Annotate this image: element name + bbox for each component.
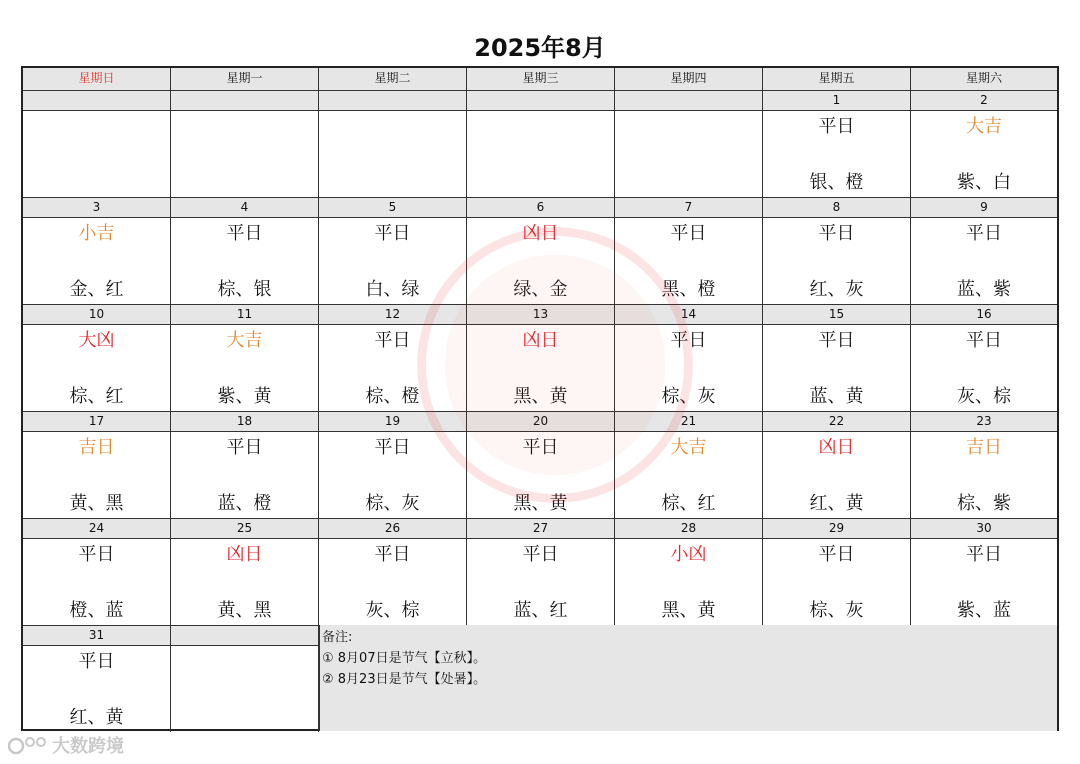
date-number-row — [23, 197, 1057, 218]
day-colors: 黑、黄 — [513, 493, 568, 514]
day-cell[interactable] — [319, 111, 467, 197]
day-cell[interactable] — [763, 218, 911, 304]
weekday-thursday: 星期四 — [615, 68, 763, 90]
date-number: 21 — [615, 412, 763, 431]
date-number: 25 — [171, 519, 319, 538]
day-colors: 棕、灰 — [661, 386, 716, 407]
day-luck: 吉日 — [78, 437, 115, 458]
day-cell[interactable] — [911, 111, 1057, 197]
day-cell[interactable] — [763, 111, 911, 197]
day-luck: 平日 — [374, 437, 411, 458]
day-cell[interactable] — [171, 539, 319, 625]
day-luck: 平日 — [78, 651, 115, 672]
date-number: 22 — [763, 412, 911, 431]
day-colors: 棕、灰 — [809, 600, 864, 621]
date-number: 31 — [23, 626, 171, 645]
weekday-saturday: 星期六 — [965, 71, 1002, 85]
day-luck: 吉日 — [966, 437, 1002, 458]
date-number: 28 — [615, 519, 763, 538]
day-colors: 橙、蓝 — [69, 600, 124, 621]
day-colors: 黄、黑 — [69, 493, 124, 514]
date-number — [615, 91, 763, 110]
calendar-title: 2025年8月 — [474, 34, 606, 62]
day-luck: 平日 — [226, 223, 263, 244]
day-colors: 银、橙 — [809, 172, 864, 193]
day-luck: 平日 — [818, 116, 855, 137]
date-number — [467, 91, 615, 110]
date-number-row — [23, 518, 1057, 539]
day-colors: 灰、棕 — [365, 600, 420, 621]
day-colors: 紫、白 — [957, 172, 1011, 193]
day-colors: 紫、蓝 — [957, 600, 1011, 621]
day-cell[interactable] — [23, 325, 171, 411]
date-number: 26 — [319, 519, 467, 538]
date-number: 17 — [23, 412, 171, 431]
weekday-monday: 星期一 — [171, 68, 319, 90]
day-colors: 红、灰 — [809, 279, 864, 300]
weekday-header — [23, 68, 1057, 91]
day-luck: 凶日 — [522, 330, 559, 351]
day-cell[interactable] — [467, 111, 615, 197]
date-number: 30 — [976, 521, 992, 535]
day-luck: 平日 — [78, 544, 115, 565]
seal-watermark-icon — [410, 220, 700, 510]
day-luck: 凶日 — [226, 544, 263, 565]
day-luck: 小吉 — [78, 223, 115, 244]
date-number: 12 — [319, 305, 467, 324]
day-colors: 白、绿 — [365, 279, 420, 300]
day-cell[interactable] — [615, 111, 763, 197]
day-luck: 平日 — [226, 437, 263, 458]
day-cell[interactable] — [763, 539, 911, 625]
day-cell[interactable] — [319, 539, 467, 625]
day-colors: 蓝、橙 — [217, 493, 272, 514]
day-luck: 平日 — [670, 330, 707, 351]
day-colors: 棕、红 — [661, 493, 716, 514]
day-cell[interactable] — [911, 432, 1057, 518]
date-number: 11 — [171, 305, 319, 324]
weekday-friday: 星期五 — [763, 68, 911, 90]
day-cell[interactable] — [171, 111, 319, 197]
day-colors: 黑、黄 — [661, 600, 716, 621]
day-cell[interactable] — [23, 539, 171, 625]
brand-name: 大数跨境 — [52, 736, 124, 757]
date-number: 16 — [976, 307, 992, 321]
date-number: 24 — [23, 519, 171, 538]
date-number: 29 — [763, 519, 911, 538]
date-number: 7 — [615, 198, 763, 217]
brand-logo — [8, 732, 124, 758]
note-line: ② 8月23日是节气【处暑】。 — [322, 672, 487, 687]
date-number — [171, 91, 319, 110]
date-number — [319, 91, 467, 110]
day-luck: 平日 — [966, 330, 1002, 351]
day-colors: 黑、黄 — [513, 386, 568, 407]
day-cell[interactable] — [911, 539, 1057, 625]
date-number — [23, 91, 171, 110]
day-colors: 紫、黄 — [217, 386, 272, 407]
day-cell[interactable] — [763, 325, 911, 411]
date-number: 27 — [467, 519, 615, 538]
day-luck: 小凶 — [670, 544, 707, 565]
day-colors: 蓝、红 — [513, 600, 568, 621]
day-colors: 黄、黑 — [217, 600, 272, 621]
day-colors: 红、黄 — [809, 493, 864, 514]
day-cell[interactable] — [171, 646, 319, 732]
day-luck: 大凶 — [78, 330, 115, 351]
day-content-row — [23, 111, 1057, 197]
date-number: 10 — [23, 305, 171, 324]
brand-icon — [8, 734, 48, 756]
date-number: 14 — [615, 305, 763, 324]
weekday-wednesday: 星期三 — [467, 68, 615, 90]
notes-label: 备注: — [322, 630, 353, 645]
date-number: 8 — [763, 198, 911, 217]
day-luck: 平日 — [670, 223, 707, 244]
date-number — [171, 626, 319, 645]
day-cell[interactable] — [911, 325, 1057, 411]
date-number: 2 — [980, 93, 988, 107]
day-colors: 灰、棕 — [957, 386, 1011, 407]
date-number: 19 — [319, 412, 467, 431]
day-luck: 平日 — [966, 544, 1002, 565]
date-number: 13 — [467, 305, 615, 324]
day-luck: 平日 — [818, 330, 855, 351]
day-colors: 棕、红 — [69, 386, 124, 407]
day-colors: 蓝、黄 — [809, 386, 864, 407]
date-number: 18 — [171, 412, 319, 431]
day-luck: 平日 — [966, 223, 1002, 244]
day-luck: 大吉 — [226, 330, 263, 351]
day-luck: 平日 — [374, 330, 411, 351]
day-cell[interactable] — [23, 432, 171, 518]
weekday-sunday: 星期日 — [23, 68, 171, 90]
day-colors: 棕、紫 — [957, 493, 1011, 514]
date-number-row — [23, 90, 1057, 111]
date-number: 3 — [23, 198, 171, 217]
date-number: 1 — [763, 91, 911, 110]
day-cell[interactable] — [171, 218, 319, 304]
day-luck: 平日 — [522, 437, 559, 458]
day-luck: 平日 — [818, 223, 855, 244]
day-cell[interactable] — [171, 432, 319, 518]
weekday-tuesday: 星期二 — [319, 68, 467, 90]
day-luck: 平日 — [522, 544, 559, 565]
day-cell[interactable] — [23, 111, 171, 197]
day-luck: 平日 — [374, 223, 411, 244]
day-cell[interactable] — [23, 218, 171, 304]
day-luck: 平日 — [818, 544, 855, 565]
note-line: ① 8月07日是节气【立秋】。 — [322, 651, 487, 666]
day-content-row — [23, 539, 1057, 625]
date-number: 15 — [763, 305, 911, 324]
day-colors: 绿、金 — [513, 279, 568, 300]
day-cell[interactable] — [911, 218, 1057, 304]
day-cell[interactable] — [23, 646, 171, 732]
date-number: 9 — [980, 200, 988, 214]
day-luck: 大吉 — [670, 437, 707, 458]
day-luck: 平日 — [374, 544, 411, 565]
date-number: 4 — [171, 198, 319, 217]
day-colors: 棕、银 — [217, 279, 272, 300]
day-colors: 黑、橙 — [661, 279, 716, 300]
day-colors: 红、黄 — [69, 707, 124, 728]
day-colors: 金、红 — [69, 279, 124, 300]
date-number: 20 — [467, 412, 615, 431]
day-colors: 棕、橙 — [365, 386, 420, 407]
date-number: 5 — [319, 198, 467, 217]
date-number: 23 — [976, 414, 992, 428]
day-cell[interactable] — [615, 539, 763, 625]
day-luck: 凶日 — [818, 437, 855, 458]
day-cell[interactable] — [763, 432, 911, 518]
day-colors: 蓝、紫 — [957, 279, 1011, 300]
day-luck: 凶日 — [522, 223, 559, 244]
date-number: 6 — [467, 198, 615, 217]
day-colors: 棕、灰 — [365, 493, 420, 514]
day-cell[interactable] — [467, 539, 615, 625]
day-cell[interactable] — [171, 325, 319, 411]
day-luck: 大吉 — [966, 116, 1002, 137]
notes-panel — [319, 625, 1057, 731]
